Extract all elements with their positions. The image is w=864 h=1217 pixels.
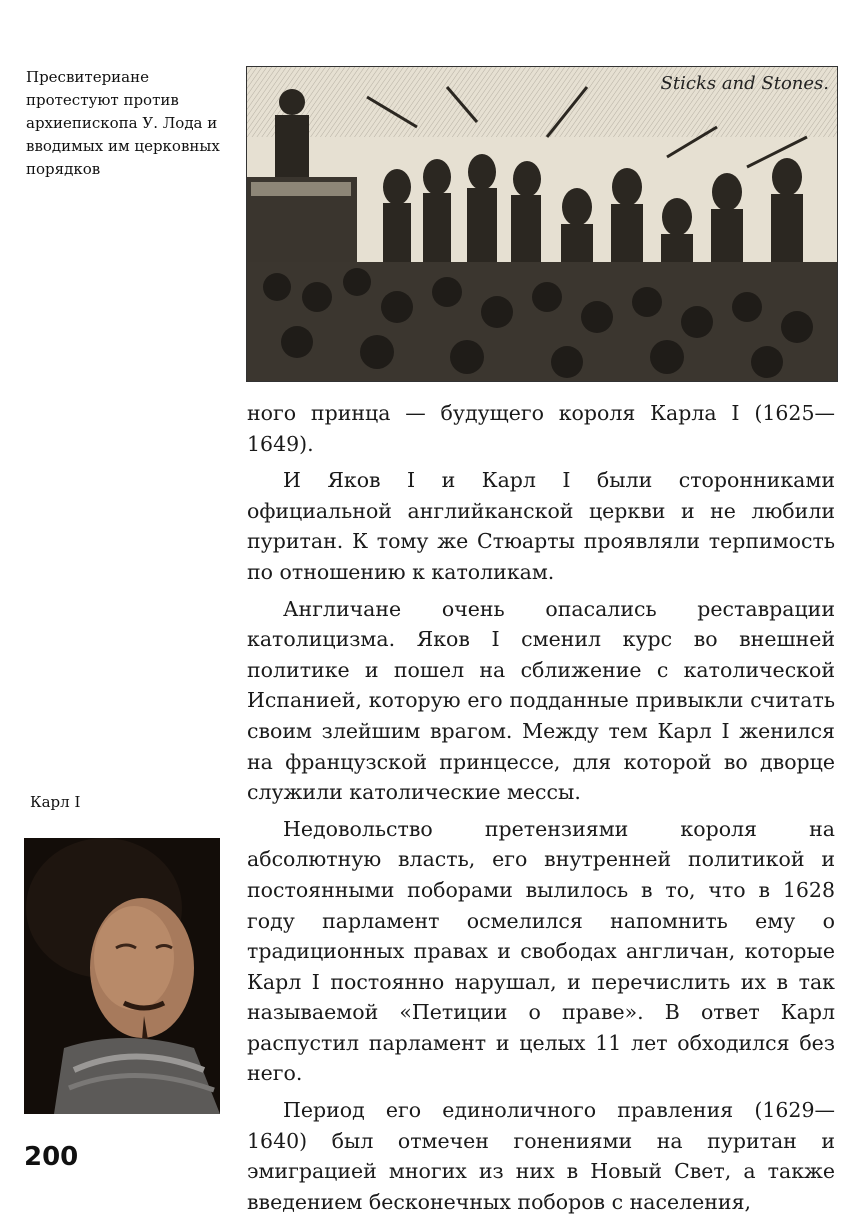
engraving-drawing (247, 67, 837, 381)
paragraph: Период его единоличного правления (1629—1640) был отмечен гонениями на пуритан и эмиграцией многих из них в Новый Свет, а также введением бесконечных поборов с населения, (247, 1098, 835, 1214)
engraving-caption: Пресвитериане протестуют против архиепископа У. Лода и вводимых им церковных порядков (26, 68, 220, 178)
body-text (247, 398, 835, 1217)
portrait-drawing (24, 838, 220, 1114)
portrait-image (24, 838, 220, 1114)
page-number: 200 (24, 1142, 79, 1172)
engraving-illustration (246, 66, 838, 382)
paragraph: Англичане очень опасались реставрации католицизма. Яков I сменил курс во внешней политике и пошел на сближение с католической Испанией, которую его подданные привыкли считать своим злейшим врагом. Между тем Карл I женился на французской принцессе, для которой во дворце служили католические мессы. (247, 596, 835, 805)
paragraph: Недовольство претензиями короля на абсолютную власть, его внутренней политикой и постоянными поборами вылилось в то, что в 1628 году парламент осмелился напомнить ему о традиционных правах и свободах англичан, которые Карл I постоянно нарушал, и перечислить их в так называемой «Петиции о праве». В ответ Карл распустил парламент и целых 11 лет обходился без него. (247, 816, 835, 1086)
paragraph: ного принца — будущего короля Карла I (1625—1649). (247, 401, 835, 456)
paragraph: И Яков I и Карл I были сторонниками официальной английканской церкви и не любили пуритан. К тому же Стюарты проявляли терпимость по отношению к католикам. (247, 468, 835, 584)
portrait-caption: Карл I (30, 793, 81, 811)
engraving-label: Sticks and Stones. (660, 73, 829, 94)
